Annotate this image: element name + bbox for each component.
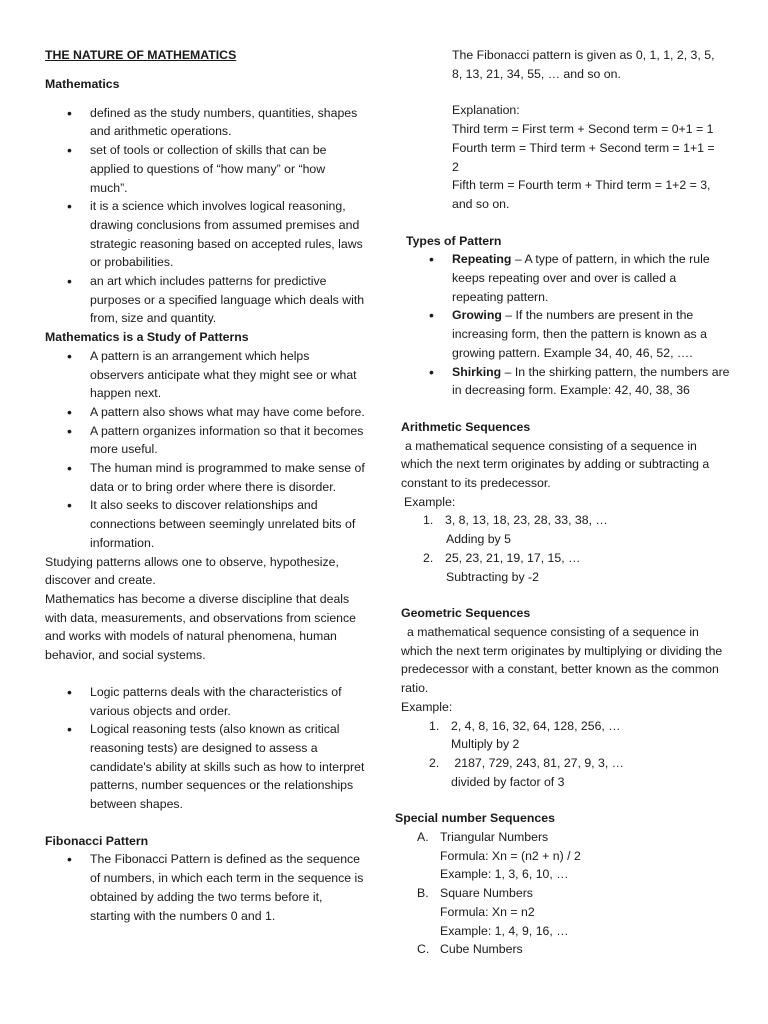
list-number: 1. <box>429 718 440 733</box>
logic-bullet-list <box>45 683 365 814</box>
explanation-line: Fifth term = Fourth term + Third term = 1+2 = 3, and so on. <box>452 178 711 211</box>
sequence-example: Example: 1, 4, 9, 16, … <box>440 923 569 938</box>
list-item <box>395 549 730 586</box>
arithmetic-heading: Arithmetic Sequences <box>401 419 531 434</box>
list-letter: A. <box>417 830 429 845</box>
explanation-line: Fourth term = Third term + Second term = 1+1 = 2 <box>452 140 715 174</box>
types-bullet-list <box>395 250 730 400</box>
patterns-heading: Mathematics is a Study of Patterns <box>45 330 249 345</box>
paragraph: Studying patterns allows one to observe, hypothesize, discover and create. <box>45 554 339 588</box>
list-item <box>395 717 730 754</box>
fibonacci-given: The Fibonacci pattern is given as 0, 1, 1, 2, 3, 5, 8, 13, 21, 34, 55, … and so on. <box>452 48 715 81</box>
arithmetic-example-label: Example: <box>404 494 456 509</box>
special-sequences-list <box>395 828 730 959</box>
sequence-formula: Formula: Xn = (n2 + n) / 2 <box>440 848 581 863</box>
type-description: – A type of pattern, in which the rule keeps repeating over and over is called a repeating pattern. <box>452 252 710 304</box>
list-item <box>395 511 730 548</box>
sequence-note: Adding by 5 <box>446 532 511 547</box>
sequence-text: 25, 23, 21, 19, 17, 15, … <box>445 550 581 565</box>
right-column <box>395 46 730 959</box>
type-description: – In the shirking pattern, the numbers are in decreasing form. Example: 42, 40, 38, 36 <box>452 364 730 398</box>
sequence-text: 3, 8, 13, 18, 23, 28, 33, 38, … <box>445 513 608 528</box>
types-heading: Types of Pattern <box>406 233 502 248</box>
type-term: Growing <box>452 308 502 323</box>
list-number: 1. <box>423 513 434 528</box>
list-item <box>407 363 730 400</box>
list-item <box>395 940 730 959</box>
list-item: • It also seeks to discover relationships and connections between seemingly unrelated bits of information. <box>45 496 365 552</box>
fibonacci-bullet-list <box>45 850 365 925</box>
document-title: THE NATURE OF MATHEMATICS <box>45 48 237 62</box>
explanation-line: Third term = First term + Second term = 0+1 = 1 <box>452 122 714 137</box>
mathematics-bullet-list <box>45 104 365 328</box>
list-item: • it is a science which involves logical reasoning, drawing conclusions from assumed premises and strategic reasoning based on accepted rules, laws or probabilities. <box>45 197 365 272</box>
list-item <box>395 884 730 940</box>
list-item: • set of tools or collection of skills that can be applied to questions of “how many” or “how much”. <box>45 141 365 197</box>
sequence-note: divided by factor of 3 <box>451 774 565 789</box>
list-item: • Logical reasoning tests (also known as critical reasoning tests) are designed to assess a candidate's ability at skills such as how to interpret patterns, number sequences or the relationships between shapes. <box>45 720 365 814</box>
type-description: – If the numbers are present in the increasing form, then the pattern is known as a growing pattern. Example 34, 40, 46, 52, …. <box>452 308 707 360</box>
explanation-label: Explanation: <box>452 103 520 118</box>
patterns-bullet-list <box>45 347 365 553</box>
sequence-name: Square Numbers <box>440 886 533 901</box>
list-letter: C. <box>417 942 430 957</box>
arithmetic-example-list <box>395 511 730 586</box>
list-number: 2. <box>423 550 434 565</box>
sequence-text: 2, 4, 8, 16, 32, 64, 128, 256, … <box>451 718 621 733</box>
list-item: • an art which includes patterns for predictive purposes or a specified language which deals with from, size and quantity. <box>45 272 365 328</box>
list-item: • Logic patterns deals with the characteristics of various objects and order. <box>45 683 365 720</box>
list-item: • The human mind is programmed to make sense of data or to bring order where there is disorder. <box>45 459 365 496</box>
sequence-text: 2187, 729, 243, 81, 27, 9, 3, … <box>451 755 624 770</box>
list-item: • The Fibonacci Pattern is defined as the sequence of numbers, in which each term in the sequence is obtained by adding the two terms before it, starting with the numbers 0 and 1. <box>45 850 365 925</box>
list-item <box>395 754 730 791</box>
list-item <box>395 828 730 884</box>
sequence-name: Cube Numbers <box>440 942 523 957</box>
sequence-note: Multiply by 2 <box>451 737 520 752</box>
sequence-example: Example: 1, 3, 6, 10, … <box>440 867 569 882</box>
fibonacci-heading: Fibonacci Pattern <box>45 833 149 848</box>
list-item: • defined as the study numbers, quantities, shapes and arithmetic operations. <box>45 104 365 141</box>
arithmetic-definition: a mathematical sequence consisting of a sequence in which the next term originates by adding or subtracting a constant to its predecessor. <box>401 438 710 491</box>
list-letter: B. <box>417 886 429 901</box>
geometric-definition: a mathematical sequence consisting of a sequence in which the next term originates by multiplying or dividing the predecessor with a constant, better known as the common ratio. <box>401 624 723 696</box>
left-column <box>45 75 365 925</box>
mathematics-heading: Mathematics <box>45 77 120 91</box>
type-term: Shirking <box>452 364 502 379</box>
list-item: • A pattern is an arrangement which helps observers anticipate what they might see or what happen next. <box>45 347 365 403</box>
type-term: Repeating <box>452 252 512 267</box>
list-item: • A pattern also shows what may have come before. <box>45 403 365 422</box>
sequence-note: Subtracting by -2 <box>446 569 539 584</box>
sequence-name: Triangular Numbers <box>440 830 549 845</box>
geometric-example-list <box>395 717 730 792</box>
geometric-example-label: Example: <box>401 699 453 714</box>
list-item <box>407 306 730 362</box>
special-sequences-heading: Special number Sequences <box>395 811 555 826</box>
list-item <box>407 250 730 306</box>
sequence-formula: Formula: Xn = n2 <box>440 904 535 919</box>
list-item: • A pattern organizes information so that it becomes more useful. <box>45 422 365 459</box>
paragraph: Mathematics has become a diverse discipline that deals with data, measurements, and observations from science and works with models of natural phenomena, human behavior, and social systems. <box>45 591 356 663</box>
geometric-heading: Geometric Sequences <box>401 606 531 621</box>
list-number: 2. <box>429 755 440 770</box>
